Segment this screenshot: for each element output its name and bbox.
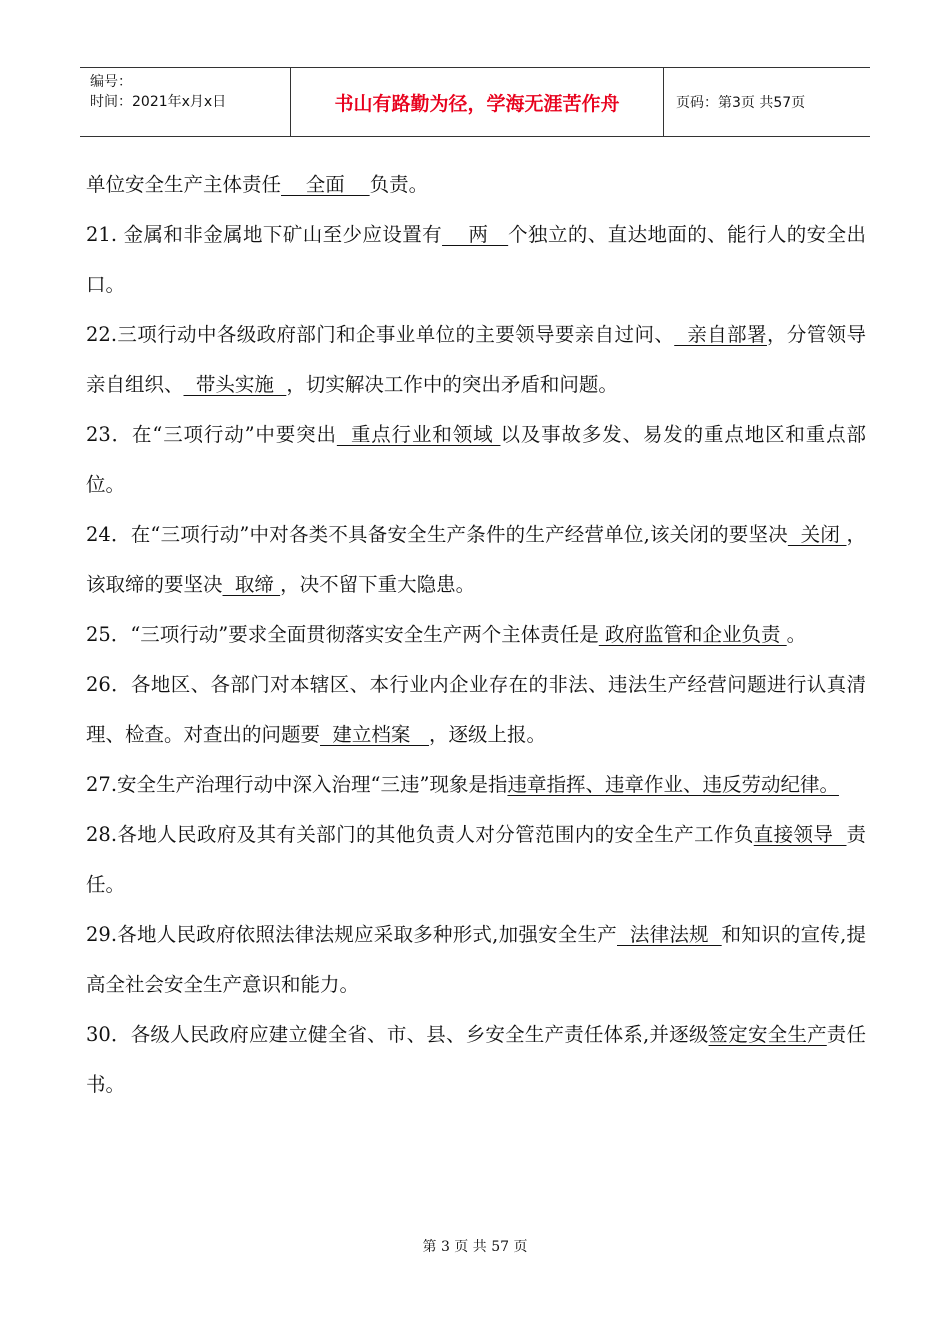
page-footer: 第 3 页 共 57 页 (422, 1239, 528, 1255)
answer-blank: 亲自部署 (674, 323, 767, 346)
question-item: 24．在“三项行动”中对各类不具备安全生产条件的生产经营单位,该关闭的要坚决 关闭 ，该取缔的要坚决 取缔 ，决不留下重大隐患。 (86, 523, 866, 596)
question-item: 单位安全生产主体责任 全面 负责。 (86, 173, 429, 196)
header-motto: 书山有路勤为径，学海无涯苦作舟 (291, 68, 664, 136)
question-item: 21. 金属和非金属地下矿山至少应设置有 两 个独立的、直达地面的、能行人的安全出口。 (86, 223, 866, 296)
answer-blank: 全面 (281, 173, 370, 196)
date-label: 时间：2021年x月x日 (90, 94, 227, 110)
question-item: 23．在“三项行动”中要突出 重点行业和领域 以及事故多发、易发的重点地区和重点部位。 (86, 423, 866, 496)
answer-blank: 重点行业和领域 (336, 423, 501, 446)
answer-blank: 直接领导 (753, 823, 847, 846)
header-meta (80, 68, 291, 136)
question-item: 27.安全生产治理行动中深入治理“三违”现象是指违章指挥、违章作业、违反劳动纪律。 (86, 773, 839, 796)
question-item: 28.各地人民政府及其有关部门的其他负责人对分管范围内的安全生产工作负直接领导 责任。 (86, 823, 866, 896)
answer-blank: 关闭 (787, 523, 847, 546)
question-item: 26．各地区、各部门对本辖区、本行业内企业存在的非法、违法生产经营问题进行认真清理、检查。对查出的问题要 建立档案 ，逐级上报。 (86, 673, 866, 746)
answer-blank: 违章指挥、违章作业、违反劳动纪律。 (507, 773, 839, 796)
question-item: 29.各地人民政府依照法律法规应采取多种形式,加强安全生产 法律法规 和知识的宣传,提高全社会安全生产意识和能力。 (86, 923, 867, 996)
answer-blank: 取缔 (222, 573, 281, 596)
answer-blank: 建立档案 (320, 723, 430, 746)
question-item: 30．各级人民政府应建立健全省、市、县、乡安全生产责任体系,并逐级签定安全生产责任书。 (86, 1023, 866, 1096)
question-item: 25．“三项行动”要求全面贯彻落实安全生产两个主体责任是 政府监管和企业负责 。 (86, 623, 807, 646)
header-page-label: 页码：第3页 共57页 (676, 95, 806, 111)
page-header (80, 67, 870, 137)
answer-blank: 法律法规 (617, 923, 722, 946)
answer-blank: 两 (442, 223, 509, 246)
answer-blank: 带头实施 (183, 373, 287, 396)
answer-blank: 政府监管和企业负责 (598, 623, 787, 646)
number-label: 编号： (90, 74, 132, 90)
question-item: 22.三项行动中各级政府部门和企事业单位的主要领导要亲自过问、 亲自部署，分管领导亲自组织、 带头实施 ，切实解决工作中的突出矛盾和问题。 (86, 323, 866, 396)
answer-blank: 签定安全生产 (708, 1023, 827, 1046)
document-body (86, 160, 866, 1110)
